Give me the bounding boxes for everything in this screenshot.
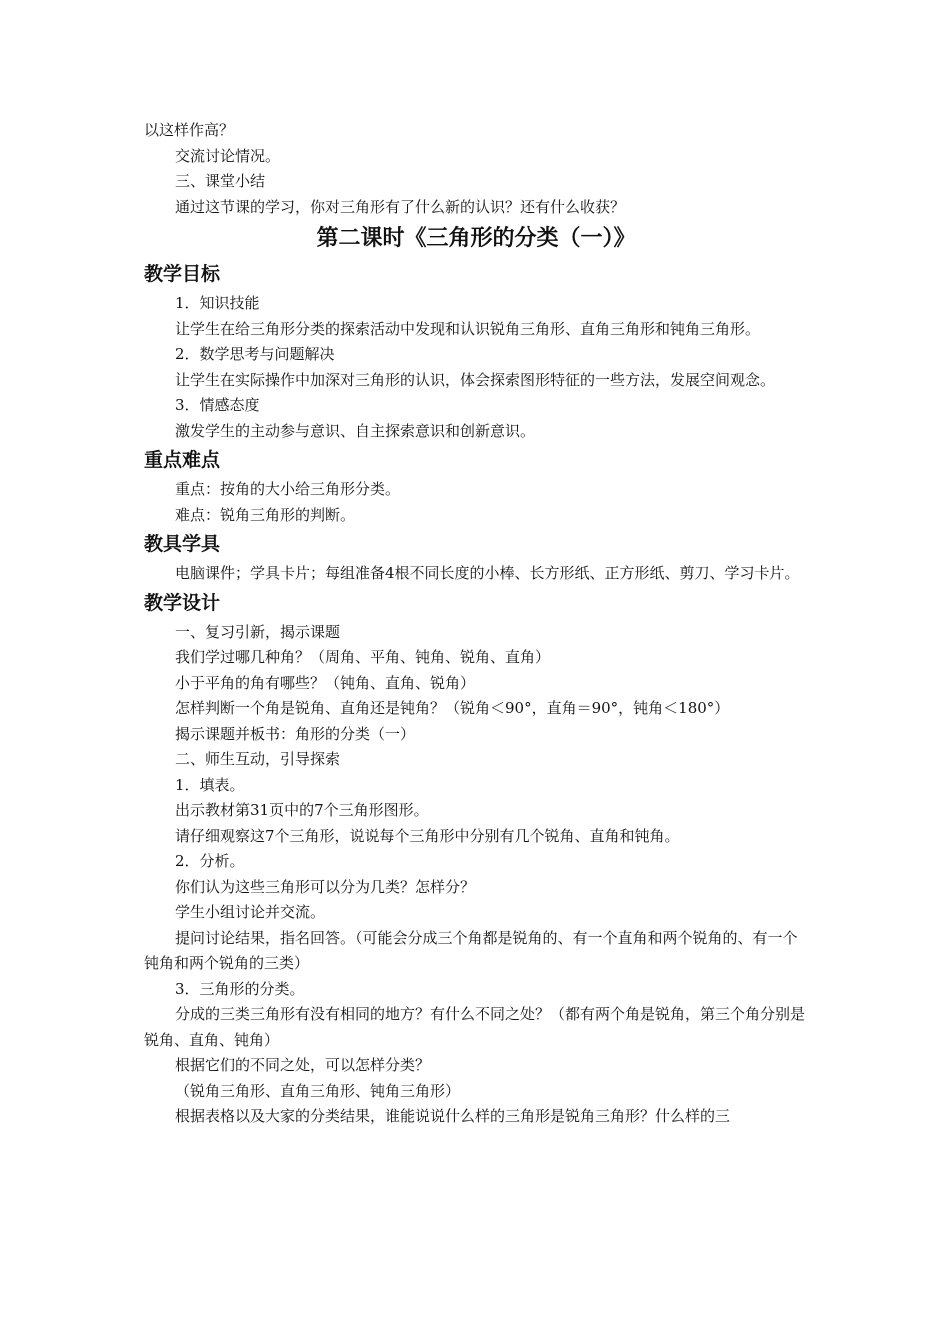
- design-line: 怎样判断一个角是锐角、直角还是钝角？（锐角＜90°，直角＝90°，钝角＜180°）: [175, 699, 730, 717]
- design-line: 学生小组讨论并交流。: [175, 903, 326, 921]
- design-line: 揭示课题并板书：角形的分类（一）: [175, 724, 416, 743]
- design-line: 3．三角形的分类。: [175, 979, 305, 998]
- design-line: 1．填表。: [175, 775, 245, 794]
- objective-item-title: 1．知识技能: [175, 294, 260, 312]
- key-point-text: 重点：按角的大小给三角形分类。: [175, 480, 401, 498]
- objective-item-text: 让学生在实际操作中加深对三角形的认识，体会探索图形特征的一些方法，发展空间观念。: [175, 370, 776, 389]
- design-line: 二、师生互动，引导探索: [175, 750, 341, 768]
- continuation-paragraph: 交流讨论情况。: [175, 146, 281, 165]
- section-heading-summary: 三、课堂小结: [175, 172, 266, 190]
- design-heading: 教学设计: [144, 591, 221, 614]
- design-line: 根据表格以及大家的分类结果，谁能说说什么样的三角形是锐角三角形？什么样的三: [175, 1107, 731, 1125]
- design-line: （锐角三角形、直角三角形、钝角三角形）: [175, 1081, 461, 1100]
- key-points-heading: 重点难点: [144, 449, 221, 471]
- objectives-heading: 教学目标: [144, 263, 221, 285]
- design-line: 我们学过哪几种角？（周角、平角、钝角、锐角、直角）: [175, 648, 551, 666]
- materials-text: 电脑课件；学具卡片；每组准备4根不同长度的小棒、长方形纸、正方形纸、剪刀、学习卡片。: [175, 564, 800, 582]
- design-line: 小于平角的角有哪些？（钝角、直角、锐角）: [175, 673, 476, 692]
- design-line: 2．分析。: [175, 852, 245, 870]
- document-page: [144, 118, 808, 1130]
- difficulty-text: 难点：锐角三角形的判断。: [175, 505, 356, 524]
- design-line: 出示教材第31页中的7个三角形图形。: [175, 801, 429, 819]
- design-line: 根据它们的不同之处，可以怎样分类？: [175, 1056, 431, 1074]
- lesson-title: 第二课时《三角形的分类（一）》: [316, 226, 636, 251]
- design-line: 分成的三类三角形有没有相同的地方？有什么不同之处？（都有两个角是锐角，第三个角分别是锐角、直角、钝角）: [144, 1005, 806, 1049]
- design-line: 请仔细观察这7个三角形，说说每个三角形中分别有几个锐角、直角和钝角。: [175, 826, 680, 845]
- objective-item-text: 让学生在给三角形分类的探索活动中发现和认识锐角三角形、直角三角形和钝角三角形。: [175, 319, 761, 338]
- continuation-paragraph: 通过这节课的学习，你对三角形有了什么新的认识？还有什么收获？: [175, 197, 626, 216]
- design-line: 提问讨论结果，指名回答。（可能会分成三个角都是锐角的、有一个直角和两个锐角的、有一个钝角和两个锐角的三类）: [144, 928, 798, 972]
- objective-item-title: 3．情感态度: [175, 396, 260, 414]
- objective-item-text: 激发学生的主动参与意识、自主探索意识和创新意识。: [175, 421, 536, 440]
- materials-heading: 教具学具: [144, 533, 221, 555]
- design-line: 一、复习引新，揭示课题: [175, 622, 341, 641]
- objective-item-title: 2．数学思考与问题解决: [175, 345, 335, 363]
- design-line: 你们认为这些三角形可以分为几类？怎样分？: [175, 877, 476, 896]
- continuation-paragraph: 以这样作高？: [144, 121, 235, 139]
